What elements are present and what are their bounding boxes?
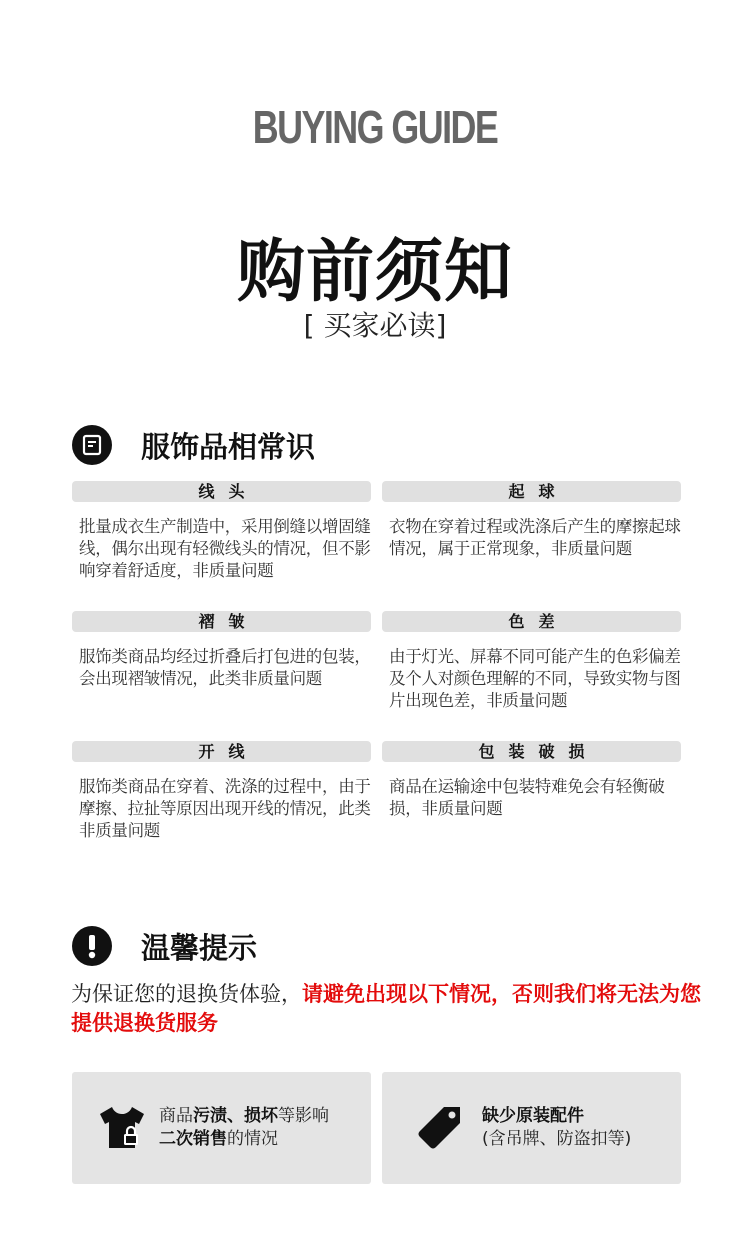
card-text: 服饰类商品均经过折叠后打包进的包装，会出现褶皱情况，此类非质量问题	[79, 647, 371, 688]
box-text-emphasis: 二次销售	[159, 1129, 227, 1149]
box-text-part: 商品	[159, 1106, 193, 1126]
card-text: 服饰类商品在穿着、洗涤的过程中，由于摩擦、拉扯等原因出现开线的情况，此类非质量问题	[79, 777, 371, 840]
card-title: 线头	[72, 481, 371, 502]
card-title: 开线	[72, 741, 371, 762]
section-heading-tips	[72, 925, 257, 967]
card-title: 色差	[382, 611, 681, 632]
info-card-thread-ends	[72, 481, 371, 582]
info-card-package-damage	[382, 741, 681, 820]
info-card-open-seam	[72, 741, 371, 842]
page-title: 购前须知	[236, 233, 513, 312]
box-text	[482, 1105, 631, 1151]
section-title: 服饰品相常识	[141, 429, 316, 464]
note-icon	[72, 425, 112, 465]
condition-box-stains	[72, 1072, 371, 1184]
card-text: 衣物在穿着过程或洗涤后产生的摩擦起球情况，属于正常现象，非质量问题	[389, 517, 681, 558]
card-title: 起球	[382, 481, 681, 502]
card-title: 包装破损	[382, 741, 681, 762]
buying-guide-title: BUYING GUIDE	[252, 101, 498, 153]
section-title: 温馨提示	[141, 930, 258, 965]
tshirt-lock-icon	[96, 1104, 148, 1152]
card-text: 批量成衣生产制造中，采用倒缝以增固缝线，偶尔出现有轻微线头的情况，但不影响穿着舒适度，非质量问题	[79, 517, 371, 580]
section-heading-product-knowledge	[72, 424, 315, 466]
box-text-emphasis: 污渍、损坏	[193, 1106, 278, 1126]
card-text: 商品在运输途中包装特难免会有轻衡破损，非质量问题	[389, 777, 665, 818]
box-text-part: (含吊牌、防盗扣等)	[482, 1129, 632, 1149]
return-notice	[71, 980, 701, 1038]
tag-icon	[416, 1105, 462, 1151]
condition-box-accessories	[382, 1072, 681, 1184]
info-card-pilling	[382, 481, 681, 560]
page-subtitle: [ 买家必读]	[303, 309, 447, 342]
card-title: 褶皱	[72, 611, 371, 632]
exclamation-icon	[72, 926, 112, 966]
box-text	[159, 1105, 329, 1151]
notice-warning: 请避免出现以下情况，否则我们将无法为您提供退换货服务	[71, 982, 701, 1035]
card-text: 由于灯光、屏幕不同可能产生的色彩偏差及个人对颜色理解的不同，导致实物与图片出现色差，非质量问题	[389, 647, 681, 710]
box-text-emphasis: 缺少原装配件	[482, 1106, 584, 1126]
info-card-color-difference	[382, 611, 681, 712]
notice-text: 为保证您的退换货体验，	[71, 982, 302, 1006]
info-card-wrinkles	[72, 611, 371, 690]
box-text-part: 等影响	[278, 1106, 329, 1126]
box-text-part: 的情况	[227, 1129, 278, 1149]
